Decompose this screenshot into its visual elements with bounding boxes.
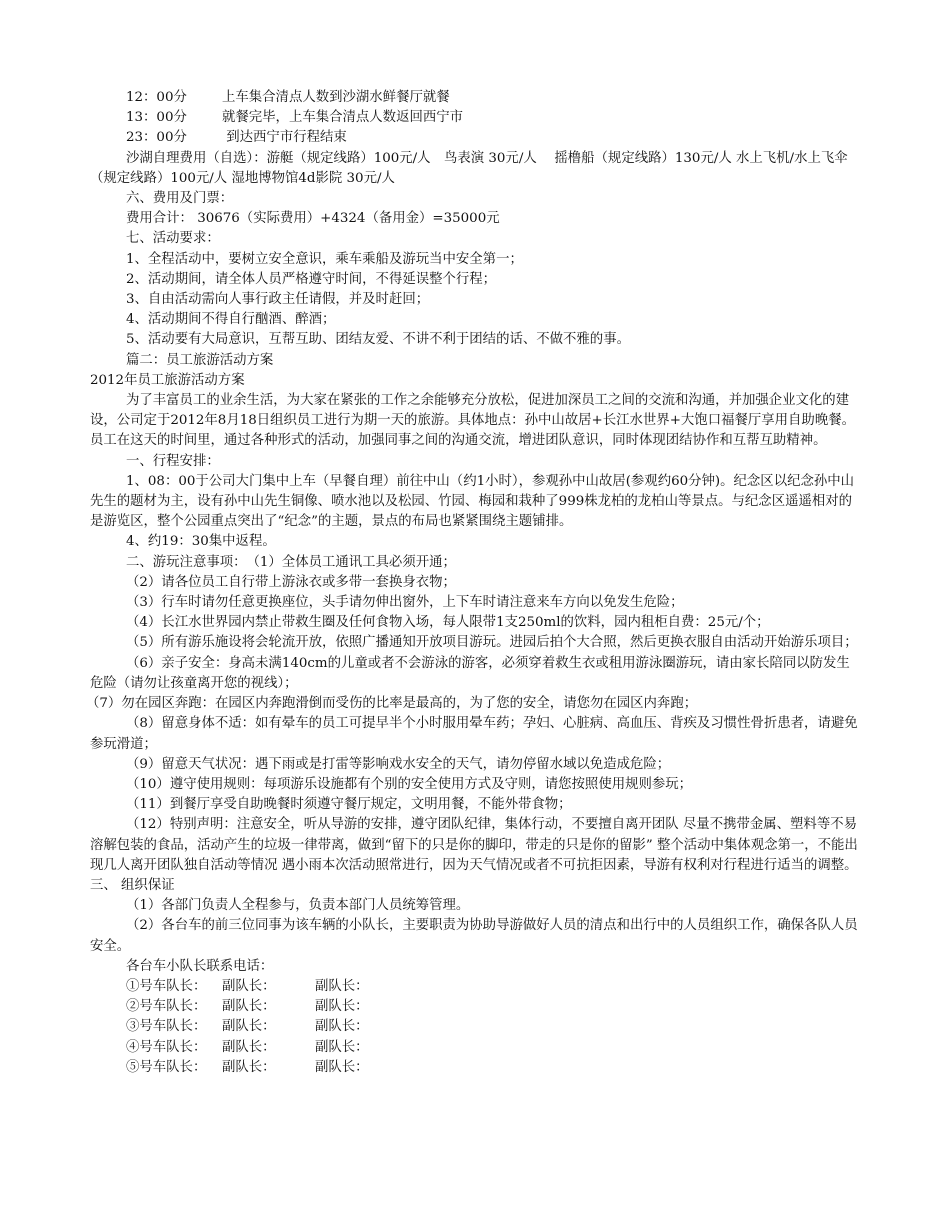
schedule-time: 13：00分 <box>126 110 187 126</box>
part2-heading: 篇二：员工旅游活动方案 <box>126 352 274 368</box>
note-item: （12）特别声明：注意安全，听从导游的安排，遵守团队纪律，集体行动，不要擅自离开团队 尽量不携带金属、塑料等不易溶解包装的食品，活动产生的垃圾一律带离，做到“留下的只是你的脚印，带走的只是你的留影” 整个活动中集体观念第一，不能出现几人离开团队独自活动等情况 遇小雨本次活动照常进行，因为天气情况或者不可抗拒因素，导游有权利对行程进行适当的调整。 三、 组织保证 <box>90 817 858 893</box>
section6-title: 六、费用及门票： <box>126 191 234 207</box>
note-item: （11）到餐厅享受自助晚餐时须遵守餐厅规定，文明用餐，不能外带食物； <box>126 797 572 813</box>
note-item: （9）留意天气状况：遇下雨或是打雷等影响戏水安全的天气，请勿停留水域以免造成危险； <box>126 756 671 772</box>
schedule-text: 就餐完毕，上车集合清点人数返回西宁市 <box>222 110 464 126</box>
contact-car: ⑤号车队长： <box>126 1059 207 1075</box>
contact-vice: 副队长： <box>222 978 276 994</box>
contact-vice: 副队长： <box>315 999 369 1015</box>
notes-title: 二、游玩注意事项： （1）全体员工通讯工具必须开通； <box>126 554 456 570</box>
optional-fee-paragraph: 沙湖自理费用（自选）：游艇（规定线路）100元/人 鸟表演 30元/人 摇橹船（规定线路）130元/人 水上飞机/水上飞伞（规定线路）100元/人 湿地博物馆4d影院 30元/人 <box>90 150 848 186</box>
schedule-text: 上车集合清点人数到沙湖水鲜餐厅就餐 <box>222 90 450 105</box>
note-item: （6）亲子安全：身高未满140cm的儿童或者不会游泳的游客，必须穿着救生衣或租用游泳圈游玩，请由家长陪同以防发生危险（请勿让孩童离开您的视线）； <box>90 655 850 691</box>
document-body <box>86 88 860 1078</box>
note-item: （8）留意身体不适：如有晕车的员工可提早半个小时服用晕车药；孕妇、心脏病、高血压、背疾及习惯性骨折患者，请避免参玩滑道； <box>90 716 858 752</box>
section7-title: 七、活动要求： <box>126 231 220 247</box>
intro-paragraph: 为了丰富员工的业余生活，为大家在紧张的工作之余能够充分放松，促进加深员工之间的交流和沟通，并加强企业文化的建设，公司定于2012年8月18日组织员工进行为期一天的旅游。具体地点：孙中山故居+长江水世界+大饱口福餐厅享用自助晚餐。员工在这天的时间里，通过各种形式的活动，加强同事之间的沟通交流，增进团队意识，同时体现团结协作和互帮互助精神。 <box>90 393 855 449</box>
itinerary-item-4: 4、约19：30集中返程。 <box>126 534 276 550</box>
note-item: （10）遵守使用规则：每项游乐设施都有个别的安全使用方式及守则，请您按照使用规则参玩； <box>126 776 693 792</box>
contact-vice: 副队长： <box>315 1059 369 1075</box>
itinerary-item-1: 1、08：00于公司大门集中上车（早餐自理）前往中山（约1小时），参观孙中山故居(参观约60分钟)。纪念区以纪念孙中山先生的题材为主，设有孙中山先生铜像、喷水池以及松园、竹园、梅园和栽种了999株龙柏的龙柏山等景点。与纪念区遥遥相对的是游览区，整个公园重点突出了“纪念”的主题，景点的布局也紧紧围绕主题铺排。 <box>90 473 855 530</box>
note-item: （2）请各位员工自行带上游泳衣或多带一套换身衣物； <box>126 574 456 590</box>
contact-car: ④号车队长： <box>126 1039 207 1055</box>
contact-vice: 副队长： <box>222 1019 276 1035</box>
schedule-row <box>90 108 860 128</box>
section6-total: 费用合计： 30676（实际费用）+4324（备用金）=35000元 <box>126 211 500 227</box>
note-item: （1）各部门负责人全程参与，负责本部门人员统筹管理。 <box>126 898 470 914</box>
contact-vice: 副队长： <box>315 1039 369 1055</box>
contact-vice: 副队长： <box>222 1059 276 1075</box>
contact-vice: 副队长： <box>222 999 276 1015</box>
schedule-time: 23：00分 <box>126 130 187 146</box>
contact-car: ①号车队长： <box>126 978 207 994</box>
plan-title: 2012年员工旅游活动方案 <box>90 372 245 388</box>
requirement-item: 1、全程活动中，要树立安全意识，乘车乘船及游玩当中安全第一； <box>126 251 523 267</box>
contact-row <box>90 977 860 997</box>
contacts-title: 各台车小队长联系电话： <box>126 958 274 974</box>
contact-vice: 副队长： <box>315 1019 369 1035</box>
contact-vice: 副队长： <box>222 1039 276 1055</box>
contact-row <box>90 997 860 1017</box>
contact-car: ③号车队长： <box>126 1019 207 1035</box>
note-item: （5）所有游乐施设将会轮流开放，依照广播通知开放项目游玩。进园后拍个大合照，然后更换衣服自由活动开始游乐项目； <box>126 635 858 651</box>
requirement-item: 2、活动期间，请全体人员严格遵守时间，不得延误整个行程； <box>126 271 497 287</box>
note-item: （2）各台车的前三位同事为该车辆的小队长，主要职责为协助导游做好人员的清点和出行中的人员组织工作，确保各队人员安全。 <box>90 918 858 954</box>
requirement-item: 4、活动期间不得自行酗酒、醉酒； <box>126 312 336 328</box>
schedule-text: 到达西宁市行程结束 <box>222 130 347 146</box>
schedule-time: 12：00分 <box>126 90 187 105</box>
schedule-row <box>90 128 860 148</box>
contact-row <box>90 1017 860 1037</box>
note-item-7: （7）勿在园区奔跑：在园区内奔跑滑倒而受伤的比率是最高的，为了您的安全，请您勿在园区内奔跑； <box>86 696 698 712</box>
note-item: （3）行车时请勿任意更换座位，头手请勿伸出窗外，上下车时请注意来车方向以免发生危险； <box>126 595 684 611</box>
requirement-item: 5、活动要有大局意识，互帮互助、团结友爱、不讲不利于团结的话、不做不雅的事。 <box>126 332 630 348</box>
contact-car: ②号车队长： <box>126 999 207 1015</box>
contact-row <box>90 1038 860 1058</box>
requirement-item: 3、自由活动需向人事行政主任请假，并及时赶回； <box>126 292 430 308</box>
note-item: （4）长江水世界园内禁止带救生圈及任何食物入场，每人限带1支250ml的饮料，园内租柜自费：25元/个； <box>126 615 770 631</box>
contact-vice: 副队长： <box>315 978 369 994</box>
contact-row <box>90 1058 860 1078</box>
itinerary-title: 一、行程安排： <box>126 453 220 469</box>
schedule-row <box>90 88 860 108</box>
